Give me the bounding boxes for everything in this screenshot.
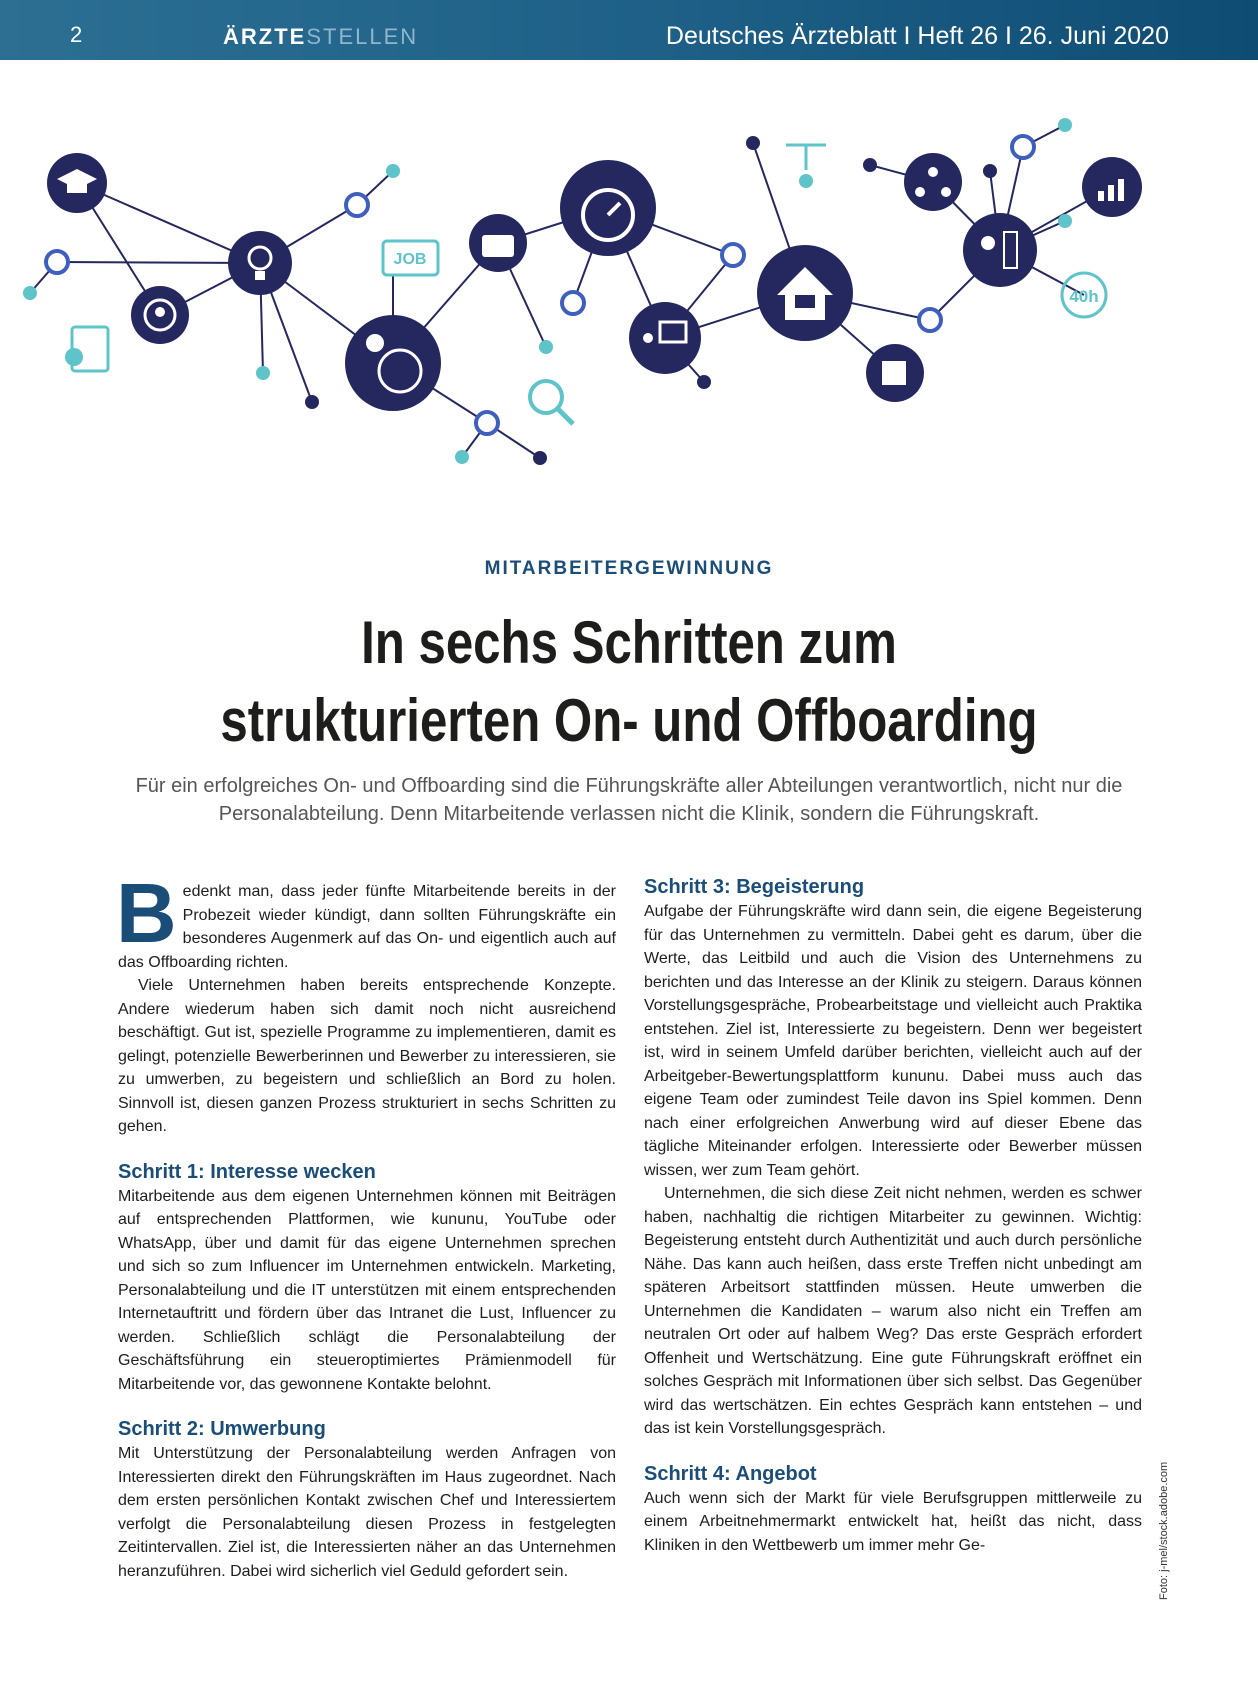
network-illustration <box>20 115 1238 510</box>
page-number: 2 <box>70 22 83 47</box>
home-office-icon <box>757 245 853 341</box>
article-headline <box>113 604 1145 760</box>
search-person-icon <box>530 381 573 424</box>
header-bar <box>0 0 1258 60</box>
article-kicker: MITARBEITERGEWINNUNG <box>484 558 774 579</box>
step-3-heading: Schritt 3: Begeisterung <box>644 876 865 898</box>
arrows-person-icon <box>786 145 826 188</box>
step-4-heading: Schritt 4: Angebot <box>644 1462 817 1485</box>
checklist-person-icon <box>963 213 1037 287</box>
team-cycle-icon <box>131 286 189 344</box>
issue-info: Deutsches Ärzteblatt I Heft 26 I 26. Juni 2020 <box>665 22 1169 50</box>
presentation-icon <box>629 302 701 374</box>
certificate-icon <box>65 327 108 371</box>
photo-credit: Foto: j-mel/stock.adobe.com <box>1158 1461 1170 1600</box>
step-4-text: Auch wenn sich der Markt für viele Berufsgruppen mittlerweile zu einem Arbeitnehmermarkt entwickelt hat, heißt das nicht, dass Kliniken in den Wettbewerb um immer mehr Ge- <box>644 1489 1142 1554</box>
step-2-heading: Schritt 2: Umwerbung <box>118 1418 326 1440</box>
intro-text-1: edenkt man, dass jeder fünfte Mitarbeitende bereits in der Probezeit wieder kündigt, dann sollten Führungskräfte ein besonderes Augenmerk auf das On- und eigentlich auch auf das Offboarding richten. <box>118 883 616 971</box>
puzzle-icon <box>866 344 924 402</box>
person-globe-icon <box>345 315 441 411</box>
idea-bulb-icon <box>228 231 292 295</box>
article-column-right <box>644 874 1142 1557</box>
step-2-text: Mit Unterstützung der Personalabteilung werden Anfragen von Interessierten direkt den Führungskräften im Haus zugeordnet. Nach dem ersten persönlichen Kontakt zwischen Chef und Interessiertem verfolgt die Personalabteilung diesen Prozess in festgelegten Zeitintervallen. Ziel ist, die Interessierten näher an das Unternehmen heranzuführen. Dabei wird sicherlich viel Geduld gefordert sein. <box>118 1445 616 1580</box>
step-1-text: Mitarbeitende aus dem eigenen Unternehmen können mit Beiträgen auf entsprechenden Plattformen, wie kununu, YouTube oder WhatsApp, über und damit für das eigene Unternehmen sprechen und sich so zum Influencer im Unternehmen entwickeln. Marketing, Personalabteilung und die IT unterstützen mit einem entsprechenden Internetauftritt und fördern über das Intranet die Lust, Influencer zu werden. Schließlich schlägt die Personalabteilung der Geschäftsführung ein steueroptimiertes Prämienmodell für Mitarbeitende vor, das gewonnene Kontakte belohnt. <box>118 1187 616 1393</box>
dropcap: B <box>116 866 177 960</box>
hours-label: 40h <box>1069 287 1099 306</box>
step-1-heading: Schritt 1: Interesse wecken <box>118 1160 376 1183</box>
bar-chart-icon <box>1082 157 1142 217</box>
clock-40h-icon <box>1062 273 1106 317</box>
stopwatch-icon <box>560 160 656 256</box>
article-column-left <box>116 866 616 1583</box>
headline-line-2: strukturierten On- und Offboarding <box>220 687 1038 754</box>
brand-part-aerzte: ÄRZTE <box>223 24 307 49</box>
article-lead: Für ein erfolgreiches On- und Offboarding sind die Führungskräfte aller Abteilungen verantwortlich, nicht nur die Personalabteilung. Denn Mitarbeitende verlassen nicht die Klinik, sondern die Führungskraft. <box>135 775 1123 825</box>
graduation-cap-icon <box>47 153 107 213</box>
step-3-text-2: Unternehmen, die sich diese Zeit nicht nehmen, werden es schwer haben, nachhaltig die richtigen Mitarbeiter zu gewinnen. Wichtig: Begeisterung entsteht durch Authentizität und auch durch persönliche Nähe. Das kann auch heißen, dass erste Treffen nicht unbedingt am späteren Arbeitsort stattfinden müssen. Heute umwerben die Unternehmen die Kandidaten – warum also nicht ein Treffen am neutralen Ort oder auf halbem Weg? Das erste Gespräch erfordert Offenheit und Wertschätzung. Eine gute Führungskraft eröffnet ein solches Gespräch mit Informationen über sich selbst. Das Gegenüber wird das wertschätzen. Ein echtes Gespräch kann entstehen – und das ist kein Vorstellungsgespräch. <box>644 1185 1142 1437</box>
org-chart-icon <box>904 153 962 211</box>
brand-part-stellen: STELLEN <box>306 24 419 49</box>
job-laptop-icon <box>383 241 438 275</box>
job-label: JOB <box>393 251 427 268</box>
step-3-text-1: Aufgabe der Führungskräfte wird dann sein, die eigene Begeisterung für das Unternehmen zu vermitteln. Dabei geht es darum, über die Werte, das Leitbild und auch die Vision des Unternehmens zu berichten und das Interesse an der Klinik zu steigern. Daraus können Vorstellungsgespräche, Probearbeitstage und vielleicht auch Praktika entstehen. Ziel ist, Interessierte zu begeistern. Denn wer begeistert ist, wird in seinem Umfeld darüber berichten, vielleicht auch auf der Arbeitgeber-Bewertungsplattform kununu. Dabei muss auch das eigene Team oder zumindest Teile davon ins Spiel kommen. Denn nach einer erfolgreichen Anwerbung wird auf dieser Ebene das tägliche Miteinander erfolgen. Interessierte oder Bewerber müssen wissen, wer zum Team gehört. <box>644 903 1142 1179</box>
intro-paragraph-2: Viele Unternehmen haben bereits entsprechende Konzepte. Andere wiederum haben sich damit noch nicht ausreichend beschäftigt. Gut ist, spezielle Programme zu implementieren, damit es gelingt, potenzielle Bewerberinnen und Bewerber zu interessieren, sie zu umwerben, zu begeistern und schließlich an Bord zu holen. Sinnvoll ist, diesen ganzen Prozess strukturiert in sechs Schritten zu gehen. <box>118 977 616 1135</box>
briefcase-icon <box>469 214 527 272</box>
headline-line-1: In sechs Schritten zum <box>361 609 897 676</box>
brand-logo <box>223 24 418 50</box>
intro-paragraph <box>116 866 616 974</box>
